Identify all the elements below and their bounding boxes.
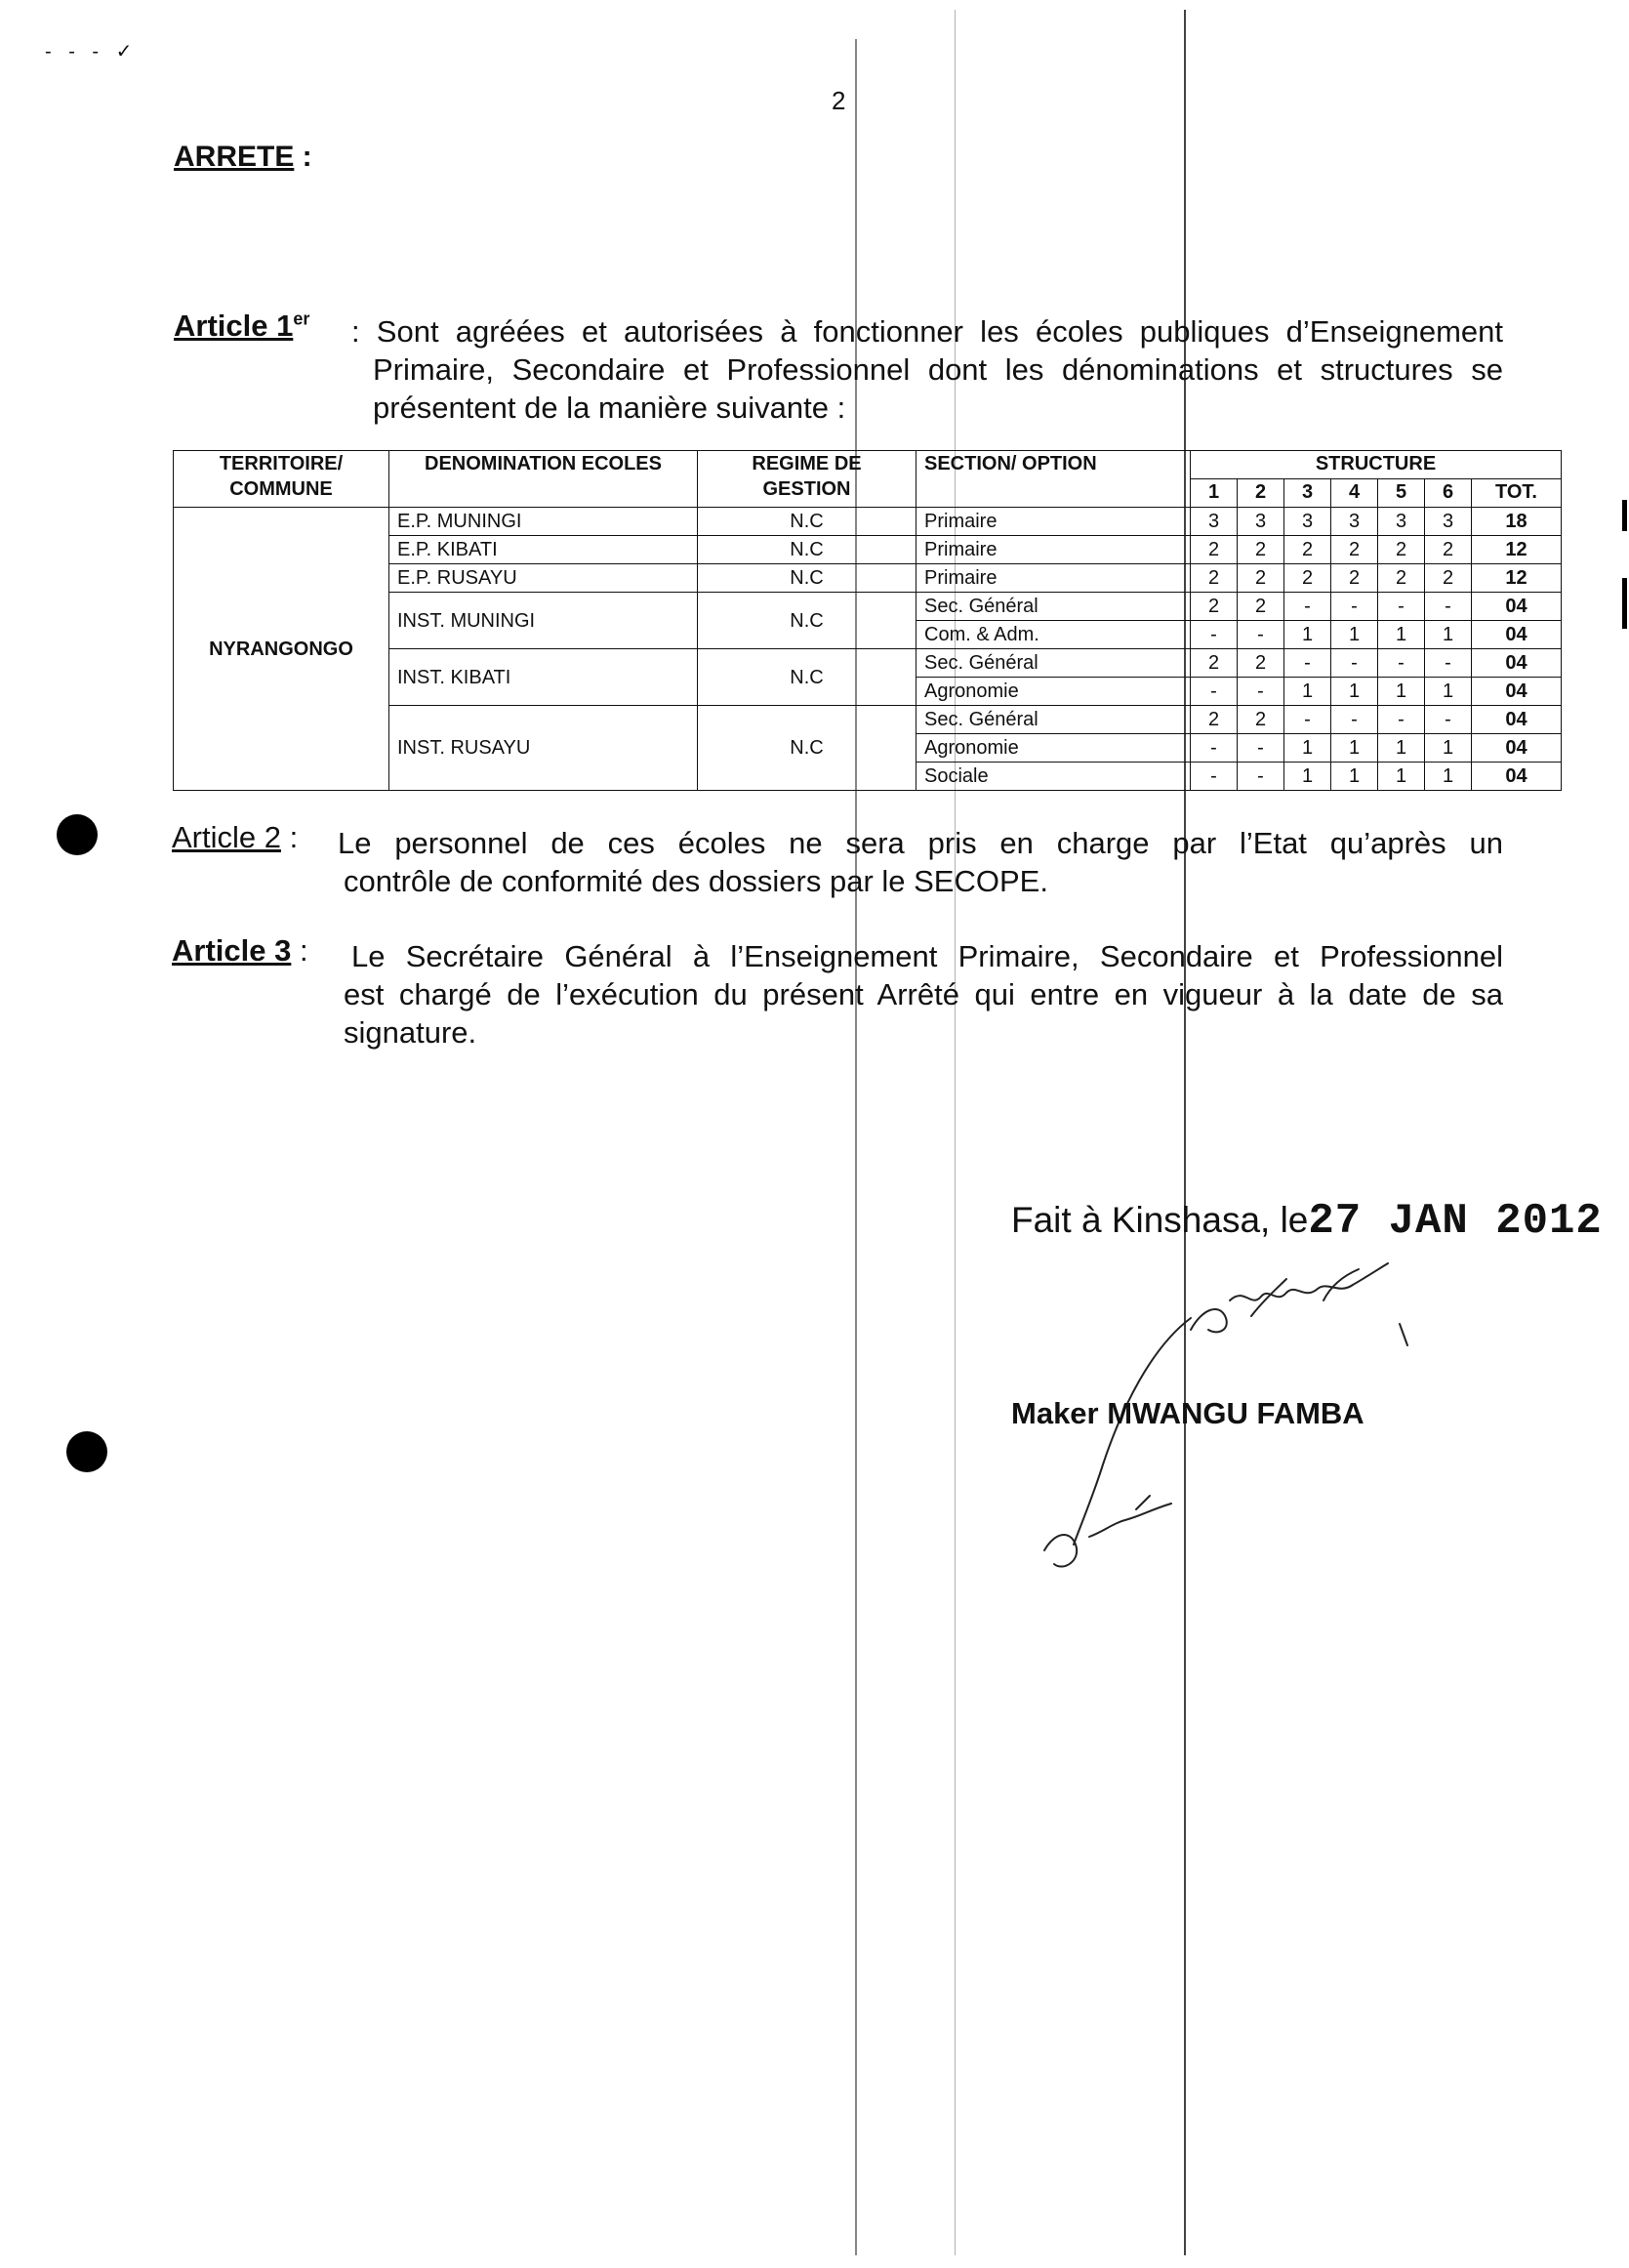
level-cell: - xyxy=(1284,649,1331,678)
total-cell: 04 xyxy=(1472,593,1562,621)
table-row xyxy=(174,508,1562,536)
territory-cell: NYRANGONGO xyxy=(174,508,389,791)
level-cell: 2 xyxy=(1238,564,1284,593)
level-cell: 3 xyxy=(1378,508,1425,536)
punch-hole xyxy=(57,814,98,855)
regime-cell: N.C xyxy=(698,706,916,791)
level-cell: 3 xyxy=(1238,508,1284,536)
dateline-place: Fait à Kinshasa, le xyxy=(1011,1200,1309,1240)
school-name-cell: E.P. MUNINGI xyxy=(389,508,698,536)
corner-mark: - - - ✓ xyxy=(45,41,139,62)
article-1-line-3: présentent de la manière suivante : xyxy=(373,391,846,425)
level-cell: 2 xyxy=(1284,536,1331,564)
header-regime: REGIME DE GESTION xyxy=(698,451,916,508)
level-cell: - xyxy=(1238,621,1284,649)
level-cell: 2 xyxy=(1191,649,1238,678)
level-cell: 2 xyxy=(1191,564,1238,593)
section-cell: Sec. Général xyxy=(916,649,1191,678)
section-cell: Sociale xyxy=(916,763,1191,791)
section-cell: Primaire xyxy=(916,564,1191,593)
level-cell: 1 xyxy=(1378,763,1425,791)
article-3-line-2: est chargé de l’exécution du présent Arrêté qui entre en vigueur à la date de sa xyxy=(344,977,1503,1011)
level-cell: 1 xyxy=(1425,763,1472,791)
level-cell: 2 xyxy=(1284,564,1331,593)
level-cell: 2 xyxy=(1378,564,1425,593)
level-cell: 2 xyxy=(1191,706,1238,734)
level-cell: - xyxy=(1378,706,1425,734)
level-cell: - xyxy=(1191,763,1238,791)
level-cell: - xyxy=(1378,649,1425,678)
scan-edge-mark xyxy=(1622,500,1627,531)
level-cell: - xyxy=(1238,678,1284,706)
section-cell: Sec. Général xyxy=(916,593,1191,621)
section-cell: Agronomie xyxy=(916,678,1191,706)
header-level: 5 xyxy=(1378,479,1425,508)
level-cell: - xyxy=(1191,678,1238,706)
level-cell: - xyxy=(1331,706,1378,734)
level-cell: 1 xyxy=(1284,621,1331,649)
section-cell: Agronomie xyxy=(916,734,1191,763)
page-number: 2 xyxy=(832,86,846,115)
article-2-label-text: Article 2 xyxy=(172,820,281,854)
document-heading xyxy=(174,141,312,174)
article-2-line-2: contrôle de conformité des dossiers par le SECOPE. xyxy=(344,864,1048,898)
article-2-line-1: Le personnel de ces écoles ne sera pris en charge par l’Etat qu’après un xyxy=(338,826,1503,860)
article-2-label xyxy=(172,820,298,855)
header-structure: STRUCTURE xyxy=(1191,451,1562,479)
level-cell: 1 xyxy=(1425,621,1472,649)
total-cell: 12 xyxy=(1472,564,1562,593)
total-cell: 18 xyxy=(1472,508,1562,536)
header-level: 6 xyxy=(1425,479,1472,508)
level-cell: - xyxy=(1191,734,1238,763)
total-cell: 04 xyxy=(1472,763,1562,791)
level-cell: 1 xyxy=(1331,763,1378,791)
article-3-sep: : xyxy=(291,933,308,968)
total-cell: 04 xyxy=(1472,734,1562,763)
level-cell: 1 xyxy=(1284,734,1331,763)
total-cell: 04 xyxy=(1472,706,1562,734)
article-3-line-1: Le Secrétaire Général à l’Enseignement Primaire, Secondaire et Professionnel xyxy=(351,939,1503,973)
level-cell: 2 xyxy=(1425,536,1472,564)
article-3-text-cont xyxy=(344,975,1503,1052)
level-cell: - xyxy=(1425,706,1472,734)
article-1-text xyxy=(351,312,1503,351)
level-cell: - xyxy=(1331,649,1378,678)
level-cell: 2 xyxy=(1238,536,1284,564)
level-cell: 3 xyxy=(1425,508,1472,536)
regime-cell: N.C xyxy=(698,508,916,536)
regime-cell: N.C xyxy=(698,649,916,706)
level-cell: - xyxy=(1191,621,1238,649)
total-cell: 04 xyxy=(1472,621,1562,649)
level-cell: 1 xyxy=(1284,763,1331,791)
schools-table xyxy=(173,450,1562,791)
header-section: SECTION/ OPTION xyxy=(916,451,1191,508)
level-cell: 2 xyxy=(1238,593,1284,621)
school-name-cell: E.P. RUSAYU xyxy=(389,564,698,593)
level-cell: 1 xyxy=(1378,678,1425,706)
heading-title: ARRETE xyxy=(174,141,295,173)
level-cell: - xyxy=(1425,649,1472,678)
article-1-line-2: Primaire, Secondaire et Professionnel dont les dénominations et structures se xyxy=(373,352,1503,387)
article-3-line-3: signature. xyxy=(344,1015,477,1050)
school-name-cell: E.P. KIBATI xyxy=(389,536,698,564)
school-name-cell: INST. KIBATI xyxy=(389,649,698,706)
signer-name: Maker MWANGU FAMBA xyxy=(1011,1396,1364,1430)
level-cell: 2 xyxy=(1378,536,1425,564)
article-3-text xyxy=(351,937,1503,975)
level-cell: 1 xyxy=(1378,734,1425,763)
total-cell: 04 xyxy=(1472,649,1562,678)
level-cell: 2 xyxy=(1238,706,1284,734)
article-1-line-1: : Sont agréées et autorisées à fonctionner les écoles publiques d’Enseignement xyxy=(351,314,1503,349)
article-2-sep: : xyxy=(280,820,299,854)
level-cell: - xyxy=(1238,763,1284,791)
date-stamp: 27 JAN 2012 xyxy=(1308,1197,1603,1246)
article-3-label xyxy=(172,933,308,969)
dateline xyxy=(1011,1197,1603,1246)
article-1-label xyxy=(174,309,309,344)
heading-colon: : xyxy=(294,141,312,173)
total-cell: 12 xyxy=(1472,536,1562,564)
article-1-text-cont xyxy=(373,351,1503,427)
regime-cell: N.C xyxy=(698,564,916,593)
level-cell: 2 xyxy=(1331,536,1378,564)
section-cell: Sec. Général xyxy=(916,706,1191,734)
level-cell: - xyxy=(1378,593,1425,621)
level-cell: - xyxy=(1425,593,1472,621)
school-name-cell: INST. MUNINGI xyxy=(389,593,698,649)
header-level: 4 xyxy=(1331,479,1378,508)
header-total: TOT. xyxy=(1472,479,1562,508)
level-cell: - xyxy=(1238,734,1284,763)
header-level: 1 xyxy=(1191,479,1238,508)
total-cell: 04 xyxy=(1472,678,1562,706)
article-3-label-text: Article 3 xyxy=(172,933,292,968)
level-cell: 2 xyxy=(1191,536,1238,564)
level-cell: 3 xyxy=(1191,508,1238,536)
regime-cell: N.C xyxy=(698,593,916,649)
level-cell: 1 xyxy=(1284,678,1331,706)
regime-cell: N.C xyxy=(698,536,916,564)
level-cell: 2 xyxy=(1425,564,1472,593)
level-cell: - xyxy=(1284,706,1331,734)
level-cell: 2 xyxy=(1331,564,1378,593)
level-cell: 1 xyxy=(1425,678,1472,706)
level-cell: 2 xyxy=(1238,649,1284,678)
level-cell: 1 xyxy=(1331,621,1378,649)
level-cell: 3 xyxy=(1331,508,1378,536)
scan-edge-mark xyxy=(1622,578,1627,629)
level-cell: 1 xyxy=(1331,734,1378,763)
section-cell: Primaire xyxy=(916,508,1191,536)
header-denomination: DENOMINATION ECOLES xyxy=(389,451,698,508)
header-level: 3 xyxy=(1284,479,1331,508)
section-cell: Primaire xyxy=(916,536,1191,564)
level-cell: - xyxy=(1331,593,1378,621)
level-cell: 2 xyxy=(1191,593,1238,621)
level-cell: - xyxy=(1284,593,1331,621)
school-name-cell: INST. RUSAYU xyxy=(389,706,698,791)
header-level: 2 xyxy=(1238,479,1284,508)
level-cell: 1 xyxy=(1331,678,1378,706)
article-1-label-sup: er xyxy=(293,309,310,329)
article-2-text-cont xyxy=(344,862,1503,900)
article-2-text xyxy=(338,824,1503,862)
level-cell: 3 xyxy=(1284,508,1331,536)
level-cell: 1 xyxy=(1425,734,1472,763)
level-cell: 1 xyxy=(1378,621,1425,649)
section-cell: Com. & Adm. xyxy=(916,621,1191,649)
article-1-label-text: Article 1 xyxy=(174,309,294,343)
punch-hole xyxy=(66,1431,107,1472)
header-territory: TERRITOIRE/ COMMUNE xyxy=(174,451,389,508)
